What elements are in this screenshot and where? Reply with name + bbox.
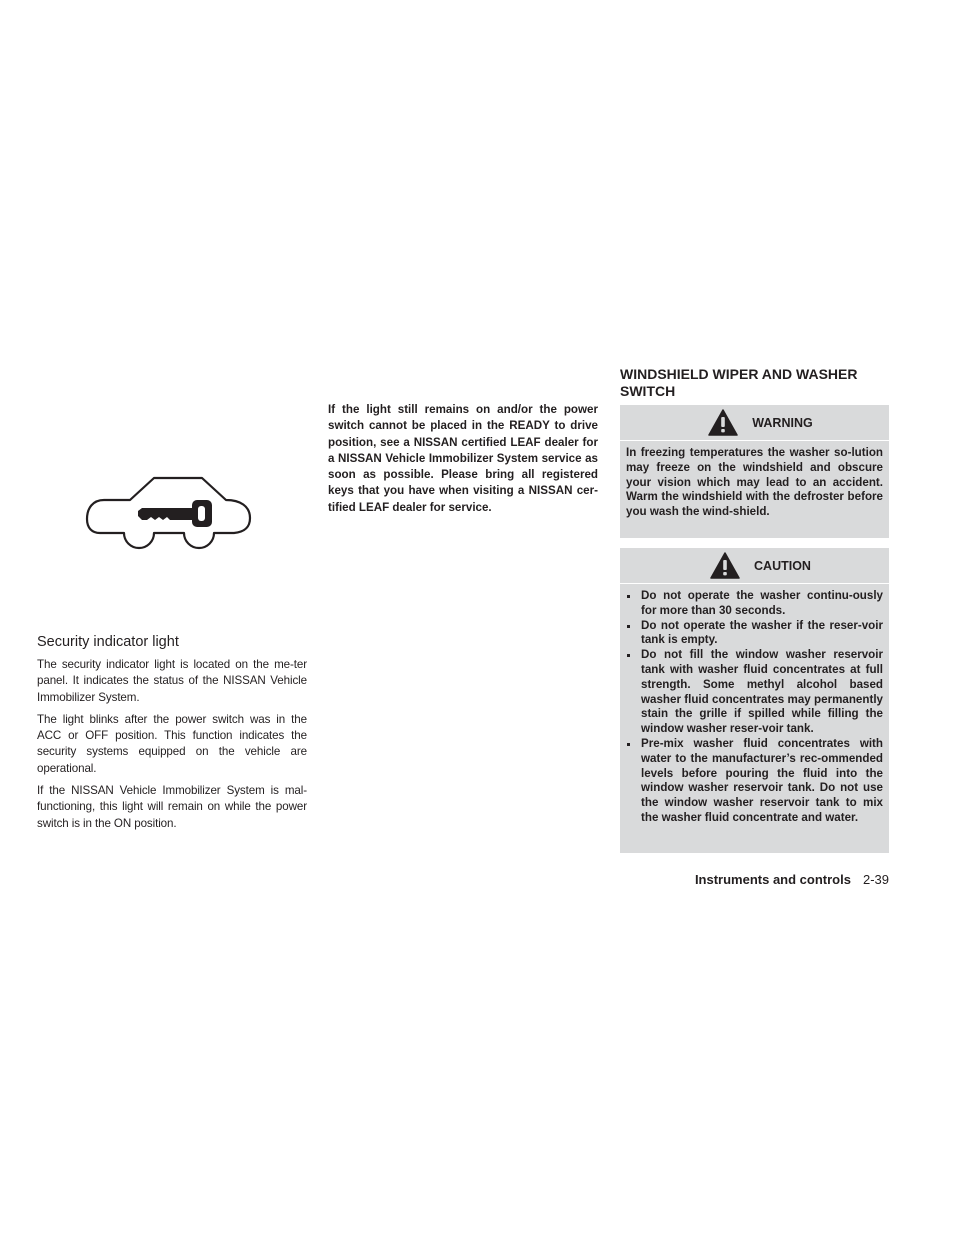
caution-body [620,584,889,833]
security-description [37,657,307,838]
warning-header [620,405,889,441]
caution-item: Do not operate the washer if the reser-voir tank is empty. [626,619,883,649]
warning-text: In freezing temperatures the washer so-lution may freeze on the windshield and obscure your vision which may lead to an accident. Warm the windshield with the defroster before you wash the wind-shield. [626,446,883,519]
caution-item: Pre-mix washer fluid concentrates with water to the manufacturer’s rec-ommended levels before pouring the fluid into the window washer reservoir tank. Do not use the window washer reservoir tank to mix the washer fluid concentrate and water. [626,737,883,826]
caution-item: Do not operate the washer continu-ously for more than 30 seconds. [626,589,883,619]
paragraph: The security indicator light is located on the me-ter panel. It indicates the status of the NISSAN Vehicle Immobilizer System. [37,658,307,704]
page-number: 2-39 [862,872,889,887]
page-footer [560,872,889,887]
caution-header [620,548,889,584]
section-heading-wiper: WINDSHIELD WIPER AND WASHER SWITCH [620,366,858,399]
warning-triangle-icon [710,552,740,579]
paragraph: The light blinks after the power switch was in the ACC or OFF position. This function indicates the security systems equipped on the vehicle are operational. [37,712,307,775]
warning-box [620,405,889,538]
caution-item: Do not fill the window washer reservoir tank with washer fluid concentrates at full strength. Some methyl alcohol based washer fluid concentrates may permanently stain the grille if spilled while filling the window washer reser-voir tank. [626,648,883,737]
security-indicator-illustration [84,472,254,554]
warning-triangle-icon [708,409,738,436]
footer-section-title: Instruments and controls [694,872,851,887]
caution-box [620,548,889,853]
caution-title: CAUTION [754,558,811,573]
section-heading: Security indicator light [37,634,179,650]
paragraph: If the NISSAN Vehicle Immobilizer System is mal-functioning, this light will remain on while the power switch is in the ON position. [37,784,307,830]
caution-list [626,589,883,826]
car-key-icon [84,472,254,554]
immobilizer-service-note: If the light still remains on and/or the power switch cannot be placed in the READY to drive position, see a NISSAN certified LEAF dealer for a NISSAN Vehicle Immobilizer System service as soon as possible. Please bring all registered keys that you have when visiting a NISSAN cer-tified LEAF dealer for service. [328,403,598,514]
warning-title: WARNING [752,415,813,430]
